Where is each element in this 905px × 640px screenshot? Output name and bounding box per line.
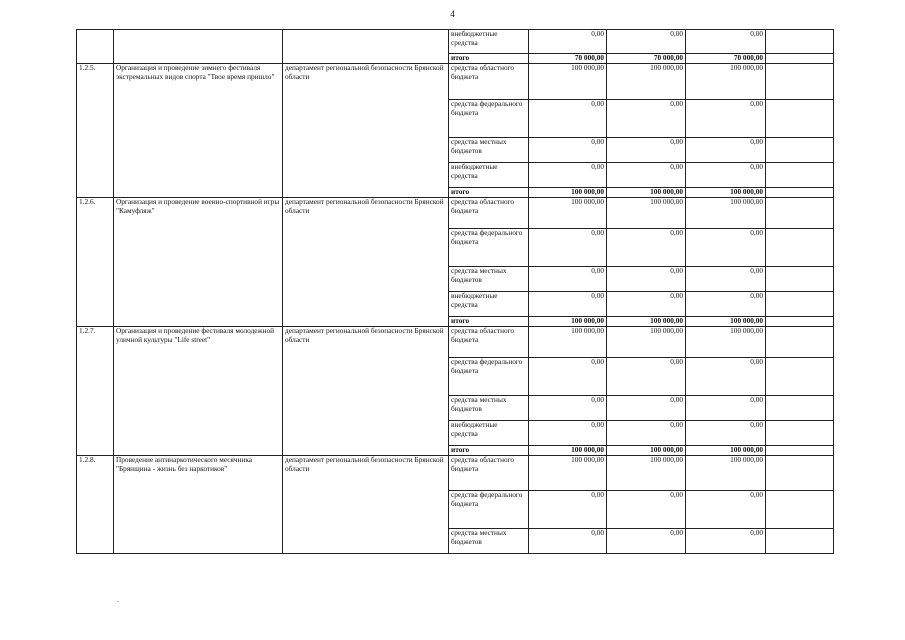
value-cell: 0,00 xyxy=(607,30,686,54)
source-cell: средства федерального бюджета xyxy=(449,358,529,396)
value-cell: 100 000,00 xyxy=(529,317,607,327)
value-cell: 0,00 xyxy=(686,491,766,529)
empty-cell xyxy=(766,317,834,327)
empty-cell xyxy=(766,64,834,100)
source-cell: итого xyxy=(449,188,529,198)
code-cell: 1.2.7. xyxy=(77,327,114,456)
measure-name-cell: Организация и проведение фестиваля молодежной уличной культуры "Life street" xyxy=(114,327,283,456)
table-row xyxy=(77,64,834,100)
value-cell: 100 000,00 xyxy=(529,198,607,229)
value-cell: 100 000,00 xyxy=(686,188,766,198)
source-cell: внебюджетные средства xyxy=(449,163,529,188)
measure-name-cell: Проведение антинаркотического месячника "Брянщина - жизнь без наркотиков" xyxy=(114,456,283,554)
value-cell: 0,00 xyxy=(686,267,766,292)
value-cell: 100 000,00 xyxy=(529,188,607,198)
value-cell: 100 000,00 xyxy=(607,456,686,491)
empty-cell xyxy=(766,396,834,421)
empty-cell xyxy=(766,456,834,491)
measure-name-cell: Организация и проведение зимнего фестиваля экстремальных видов спорта "Твое время пришло" xyxy=(114,64,283,198)
source-cell: итого xyxy=(449,54,529,64)
executor-cell: департамент региональной безопасности Брянской области xyxy=(283,456,449,554)
source-cell: итого xyxy=(449,446,529,456)
source-cell: средства областного бюджета xyxy=(449,327,529,358)
value-cell: 100 000,00 xyxy=(529,456,607,491)
source-cell: средства областного бюджета xyxy=(449,456,529,491)
value-cell: 0,00 xyxy=(686,292,766,317)
value-cell: 100 000,00 xyxy=(529,64,607,100)
value-cell: 100 000,00 xyxy=(686,64,766,100)
empty-cell xyxy=(766,491,834,529)
empty-cell xyxy=(766,529,834,554)
source-cell: внебюджетные средства xyxy=(449,421,529,446)
value-cell: 100 000,00 xyxy=(686,317,766,327)
value-cell: 100 000,00 xyxy=(529,327,607,358)
empty-cell xyxy=(766,292,834,317)
measure-name-cell: Организация и проведение военно-спортивной игры "Камуфляж" xyxy=(114,198,283,327)
value-cell: 0,00 xyxy=(607,267,686,292)
source-cell: внебюджетные средства xyxy=(449,30,529,54)
value-cell: 0,00 xyxy=(607,138,686,163)
value-cell: 0,00 xyxy=(607,100,686,138)
value-cell: 0,00 xyxy=(686,138,766,163)
value-cell: 100 000,00 xyxy=(686,327,766,358)
value-cell: 0,00 xyxy=(686,163,766,188)
source-cell: средства областного бюджета xyxy=(449,64,529,100)
value-cell: 0,00 xyxy=(686,421,766,446)
value-cell: 100 000,00 xyxy=(607,64,686,100)
value-cell: 100 000,00 xyxy=(686,456,766,491)
empty-cell xyxy=(766,229,834,267)
value-cell: 100 000,00 xyxy=(686,446,766,456)
value-cell: 0,00 xyxy=(607,292,686,317)
value-cell: 0,00 xyxy=(686,529,766,554)
code-cell xyxy=(77,30,114,64)
executor-cell: департамент региональной безопасности Брянской области xyxy=(283,327,449,456)
empty-cell xyxy=(766,198,834,229)
value-cell: 0,00 xyxy=(529,138,607,163)
value-cell: 100 000,00 xyxy=(686,198,766,229)
executor-cell: департамент региональной безопасности Брянской области xyxy=(283,64,449,198)
value-cell: 0,00 xyxy=(686,100,766,138)
code-cell: 1.2.8. xyxy=(77,456,114,554)
source-cell: средства областного бюджета xyxy=(449,198,529,229)
value-cell: 0,00 xyxy=(686,396,766,421)
empty-cell xyxy=(766,327,834,358)
value-cell: 0,00 xyxy=(529,529,607,554)
value-cell: 0,00 xyxy=(529,163,607,188)
page-number: 4 xyxy=(450,9,455,19)
table-row xyxy=(77,30,834,54)
empty-cell xyxy=(766,267,834,292)
source-cell: средства федерального бюджета xyxy=(449,229,529,267)
value-cell: 100 000,00 xyxy=(529,446,607,456)
value-cell: 100 000,00 xyxy=(607,317,686,327)
empty-cell xyxy=(766,421,834,446)
value-cell: 100 000,00 xyxy=(607,327,686,358)
measure-name-cell xyxy=(114,30,283,64)
empty-cell xyxy=(766,446,834,456)
source-cell: итого xyxy=(449,317,529,327)
source-cell: средства местных бюджетов xyxy=(449,138,529,163)
value-cell: 0,00 xyxy=(607,229,686,267)
empty-cell xyxy=(766,100,834,138)
empty-cell xyxy=(766,163,834,188)
value-cell: 0,00 xyxy=(529,30,607,54)
table-row xyxy=(77,327,834,358)
empty-cell xyxy=(766,138,834,163)
value-cell: 70 000,00 xyxy=(686,54,766,64)
value-cell: 0,00 xyxy=(686,229,766,267)
value-cell: 0,00 xyxy=(607,396,686,421)
value-cell: 0,00 xyxy=(607,421,686,446)
value-cell: 0,00 xyxy=(607,491,686,529)
empty-cell xyxy=(766,30,834,54)
value-cell: 0,00 xyxy=(529,292,607,317)
source-cell: средства федерального бюджета xyxy=(449,100,529,138)
value-cell: 0,00 xyxy=(529,491,607,529)
empty-cell xyxy=(766,54,834,64)
value-cell: 0,00 xyxy=(607,358,686,396)
executor-cell: департамент региональной безопасности Брянской области xyxy=(283,198,449,327)
value-cell: 0,00 xyxy=(529,396,607,421)
source-cell: средства местных бюджетов xyxy=(449,529,529,554)
empty-cell xyxy=(766,188,834,198)
funding-table xyxy=(76,29,834,554)
table-row xyxy=(77,456,834,491)
value-cell: 70 000,00 xyxy=(529,54,607,64)
scan-speck xyxy=(117,601,119,602)
source-cell: средства местных бюджетов xyxy=(449,396,529,421)
source-cell: средства федерального бюджета xyxy=(449,491,529,529)
value-cell: 100 000,00 xyxy=(607,198,686,229)
source-cell: средства местных бюджетов xyxy=(449,267,529,292)
value-cell: 0,00 xyxy=(529,229,607,267)
value-cell: 100 000,00 xyxy=(607,188,686,198)
executor-cell xyxy=(283,30,449,64)
value-cell: 0,00 xyxy=(529,267,607,292)
value-cell: 70 000,00 xyxy=(607,54,686,64)
value-cell: 0,00 xyxy=(686,30,766,54)
value-cell: 100 000,00 xyxy=(607,446,686,456)
value-cell: 0,00 xyxy=(529,421,607,446)
value-cell: 0,00 xyxy=(529,358,607,396)
code-cell: 1.2.5. xyxy=(77,64,114,198)
table-row xyxy=(77,198,834,229)
value-cell: 0,00 xyxy=(529,100,607,138)
source-cell: внебюджетные средства xyxy=(449,292,529,317)
value-cell: 0,00 xyxy=(607,529,686,554)
value-cell: 0,00 xyxy=(607,163,686,188)
value-cell: 0,00 xyxy=(686,358,766,396)
code-cell: 1.2.6. xyxy=(77,198,114,327)
empty-cell xyxy=(766,358,834,396)
